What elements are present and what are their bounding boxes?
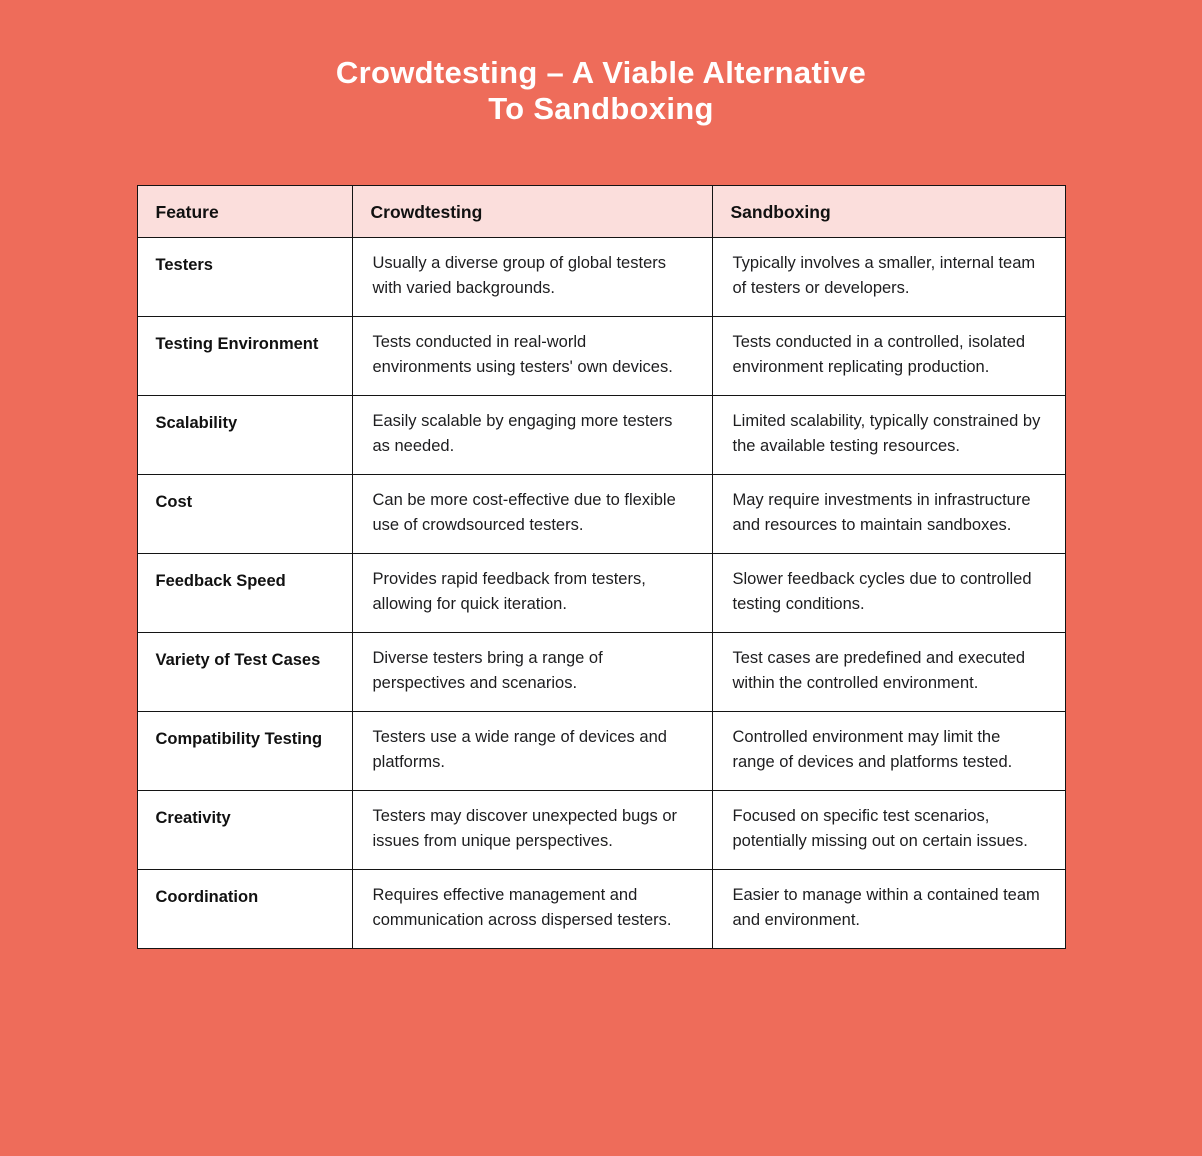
table-row-coordination bbox=[137, 870, 1065, 949]
table-row-cost bbox=[137, 475, 1065, 554]
sandboxing-cell: Easier to manage within a contained team and environment. bbox=[712, 870, 1065, 949]
crowdtesting-cell: Usually a diverse group of global testers with varied backgrounds. bbox=[352, 238, 712, 317]
table-row-variety-of-test-cases bbox=[137, 633, 1065, 712]
sandboxing-cell: Limited scalability, typically constrained by the available testing resources. bbox=[712, 396, 1065, 475]
sandboxing-cell: Controlled environment may limit the range of devices and platforms tested. bbox=[712, 712, 1065, 791]
table-row-creativity bbox=[137, 791, 1065, 870]
column-header-feature: Feature bbox=[137, 186, 352, 238]
sandboxing-cell: May require investments in infrastructure and resources to maintain sandboxes. bbox=[712, 475, 1065, 554]
feature-cell: Testers bbox=[137, 238, 352, 317]
feature-cell: Cost bbox=[137, 475, 352, 554]
sandboxing-cell: Tests conducted in a controlled, isolated environment replicating production. bbox=[712, 317, 1065, 396]
crowdtesting-cell: Testers use a wide range of devices and platforms. bbox=[352, 712, 712, 791]
table-row-feedback-speed bbox=[137, 554, 1065, 633]
crowdtesting-cell: Tests conducted in real-world environments using testers' own devices. bbox=[352, 317, 712, 396]
crowdtesting-cell: Provides rapid feedback from testers, allowing for quick iteration. bbox=[352, 554, 712, 633]
comparison-table bbox=[137, 185, 1066, 949]
feature-cell: Testing Environment bbox=[137, 317, 352, 396]
page-title-line2: To Sandboxing bbox=[488, 91, 714, 126]
sandboxing-cell: Typically involves a smaller, internal team of testers or developers. bbox=[712, 238, 1065, 317]
table-row-testers bbox=[137, 238, 1065, 317]
sandboxing-cell: Slower feedback cycles due to controlled testing conditions. bbox=[712, 554, 1065, 633]
feature-cell: Coordination bbox=[137, 870, 352, 949]
crowdtesting-cell: Diverse testers bring a range of perspectives and scenarios. bbox=[352, 633, 712, 712]
crowdtesting-cell: Easily scalable by engaging more testers as needed. bbox=[352, 396, 712, 475]
feature-cell: Creativity bbox=[137, 791, 352, 870]
page-title-line1: Crowdtesting – A Viable Alternative bbox=[335, 55, 867, 90]
table-row-scalability bbox=[137, 396, 1065, 475]
feature-cell: Variety of Test Cases bbox=[137, 633, 352, 712]
crowdtesting-cell: Requires effective management and communication across dispersed testers. bbox=[352, 870, 712, 949]
feature-cell: Feedback Speed bbox=[137, 554, 352, 633]
crowdtesting-cell: Can be more cost-effective due to flexible use of crowdsourced testers. bbox=[352, 475, 712, 554]
feature-cell: Compatibility Testing bbox=[137, 712, 352, 791]
table-row-compatibility-testing bbox=[137, 712, 1065, 791]
column-header-sandboxing: Sandboxing bbox=[712, 186, 1065, 238]
sandboxing-cell: Focused on specific test scenarios, potentially missing out on certain issues. bbox=[712, 791, 1065, 870]
header-row bbox=[137, 186, 1065, 238]
column-header-crowdtesting: Crowdtesting bbox=[352, 186, 712, 238]
page-title bbox=[0, 0, 1202, 127]
sandboxing-cell: Test cases are predefined and executed within the controlled environment. bbox=[712, 633, 1065, 712]
feature-cell: Scalability bbox=[137, 396, 352, 475]
table-row-testing-environment bbox=[137, 317, 1065, 396]
crowdtesting-cell: Testers may discover unexpected bugs or issues from unique perspectives. bbox=[352, 791, 712, 870]
